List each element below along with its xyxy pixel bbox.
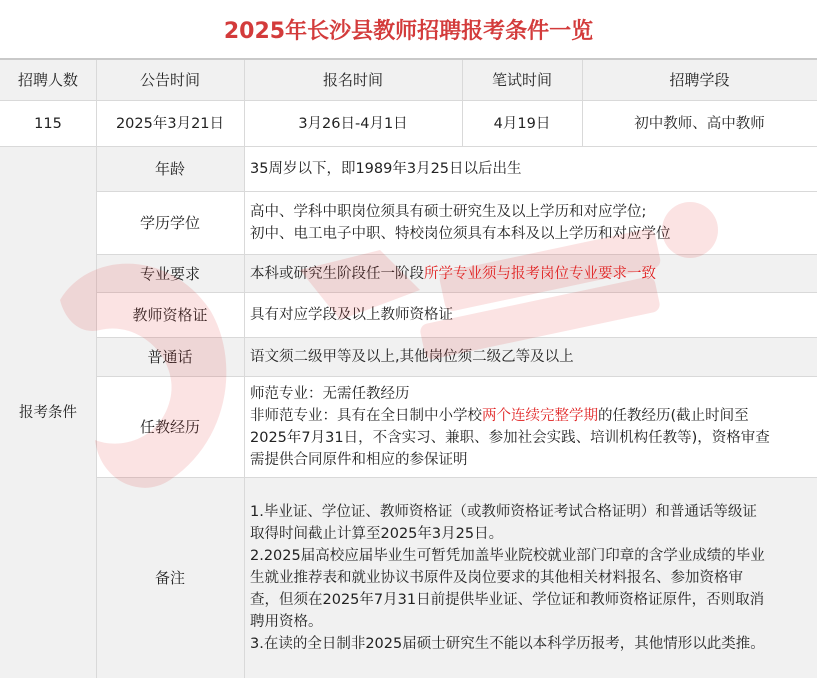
content-education	[244, 192, 817, 254]
header-announce-date: 公告时间	[96, 60, 244, 100]
section-label-conditions	[0, 147, 96, 678]
value-announce-date: 2025年3月21日	[115, 115, 225, 132]
major-text-plain: 本科或研究生阶段任一阶段	[250, 265, 424, 282]
certificate-text: 具有对应学段及以上教师资格证	[250, 307, 453, 323]
notes-line-6: 聘用资格。	[250, 614, 323, 630]
label-education: 学历学位	[96, 192, 244, 254]
notes-line-7: 3.在读的全日制非2025届硕士研究生不能以本科学历报考，其他情形以此类推。	[250, 636, 765, 652]
experience-line-1: 师范专业：无需任教经历	[250, 386, 410, 402]
content-major	[244, 255, 817, 292]
grid-line	[582, 60, 583, 146]
label-age: 年龄	[96, 147, 244, 191]
grid-line	[96, 254, 817, 255]
grid-line	[0, 146, 817, 147]
label-major: 专业要求	[96, 255, 244, 292]
grid-line	[96, 60, 97, 678]
experience-line-2-highlight: 两个连续完整学期	[482, 408, 598, 424]
grid-line	[96, 477, 817, 478]
notes-line-3: 2.2025届高校应届毕业生可暂凭加盖毕业院校就业部门印章的含学业成绩的毕业	[250, 548, 765, 564]
notes-line-4: 生就业推荐表和就业协议书原件及岗位要求的其他相关材料报名、参加资格审	[250, 570, 743, 586]
experience-line-3: 2025年7月31日，不含实习、兼职、参加社会实践、培训机构任教等)，资格审查	[250, 430, 770, 446]
major-text-highlight: 所学专业须与报考岗位专业要求一致	[424, 265, 656, 282]
grid-line	[0, 100, 817, 101]
value-recruit-count: 115	[34, 115, 62, 132]
header-recruit-count: 招聘人数	[0, 60, 96, 100]
grid-line	[462, 60, 463, 146]
label-notes: 备注	[96, 478, 244, 678]
value-stage: 初中教师、高中教师	[634, 115, 765, 132]
content-notes	[244, 478, 817, 678]
education-line-2: 初中、电工电子中职、特校岗位须具有本科及以上学历和对应学位	[250, 226, 671, 242]
notes-line-2: 取得时间截止计算至2025年3月25日。	[250, 526, 504, 542]
grid-line	[244, 60, 245, 678]
header-stage: 招聘学段	[582, 60, 817, 100]
age-text: 35周岁以下，即1989年3月25日以后出生	[250, 161, 522, 177]
header-exam-date: 笔试时间	[462, 60, 582, 100]
value-exam-date: 4月19日	[493, 115, 551, 132]
notes-line-1: 1.毕业证、学位证、教师资格证（或教师资格证考试合格证明）和普通话等级证	[250, 504, 757, 520]
experience-line-2-post: 的任教经历(截止时间至	[598, 408, 749, 424]
notes-line-5: 查，但须在2025年7月31日前提供毕业证、学位证和教师资格证原件，否则取消	[250, 592, 765, 608]
education-line-1: 高中、学科中职岗位须具有硕士研究生及以上学历和对应学位;	[250, 204, 647, 220]
grid-line	[96, 292, 817, 293]
label-certificate: 教师资格证	[96, 293, 244, 337]
experience-line-2	[250, 405, 749, 427]
content-age	[244, 147, 817, 191]
label-mandarin: 普通话	[96, 338, 244, 376]
content-experience	[244, 377, 817, 477]
grid-line	[96, 337, 817, 338]
label-experience: 任教经历	[96, 377, 244, 477]
header-register-date: 报名时间	[244, 60, 462, 100]
grid-line	[96, 191, 817, 192]
section-label-text: 报考条件	[19, 404, 77, 421]
experience-line-2-pre: 非师范专业：具有在全日制中小学校	[250, 408, 482, 424]
mandarin-text: 语文须二级甲等及以上,其他岗位须二级乙等及以上	[250, 349, 574, 365]
page-title: 2025年长沙县教师招聘报考条件一览	[0, 0, 817, 60]
experience-line-4: 需提供合同原件和相应的参保证明	[250, 452, 468, 468]
content-certificate	[244, 293, 817, 337]
content-mandarin	[244, 338, 817, 376]
value-register-date: 3月26日-4月1日	[298, 115, 408, 132]
grid-line	[96, 376, 817, 377]
